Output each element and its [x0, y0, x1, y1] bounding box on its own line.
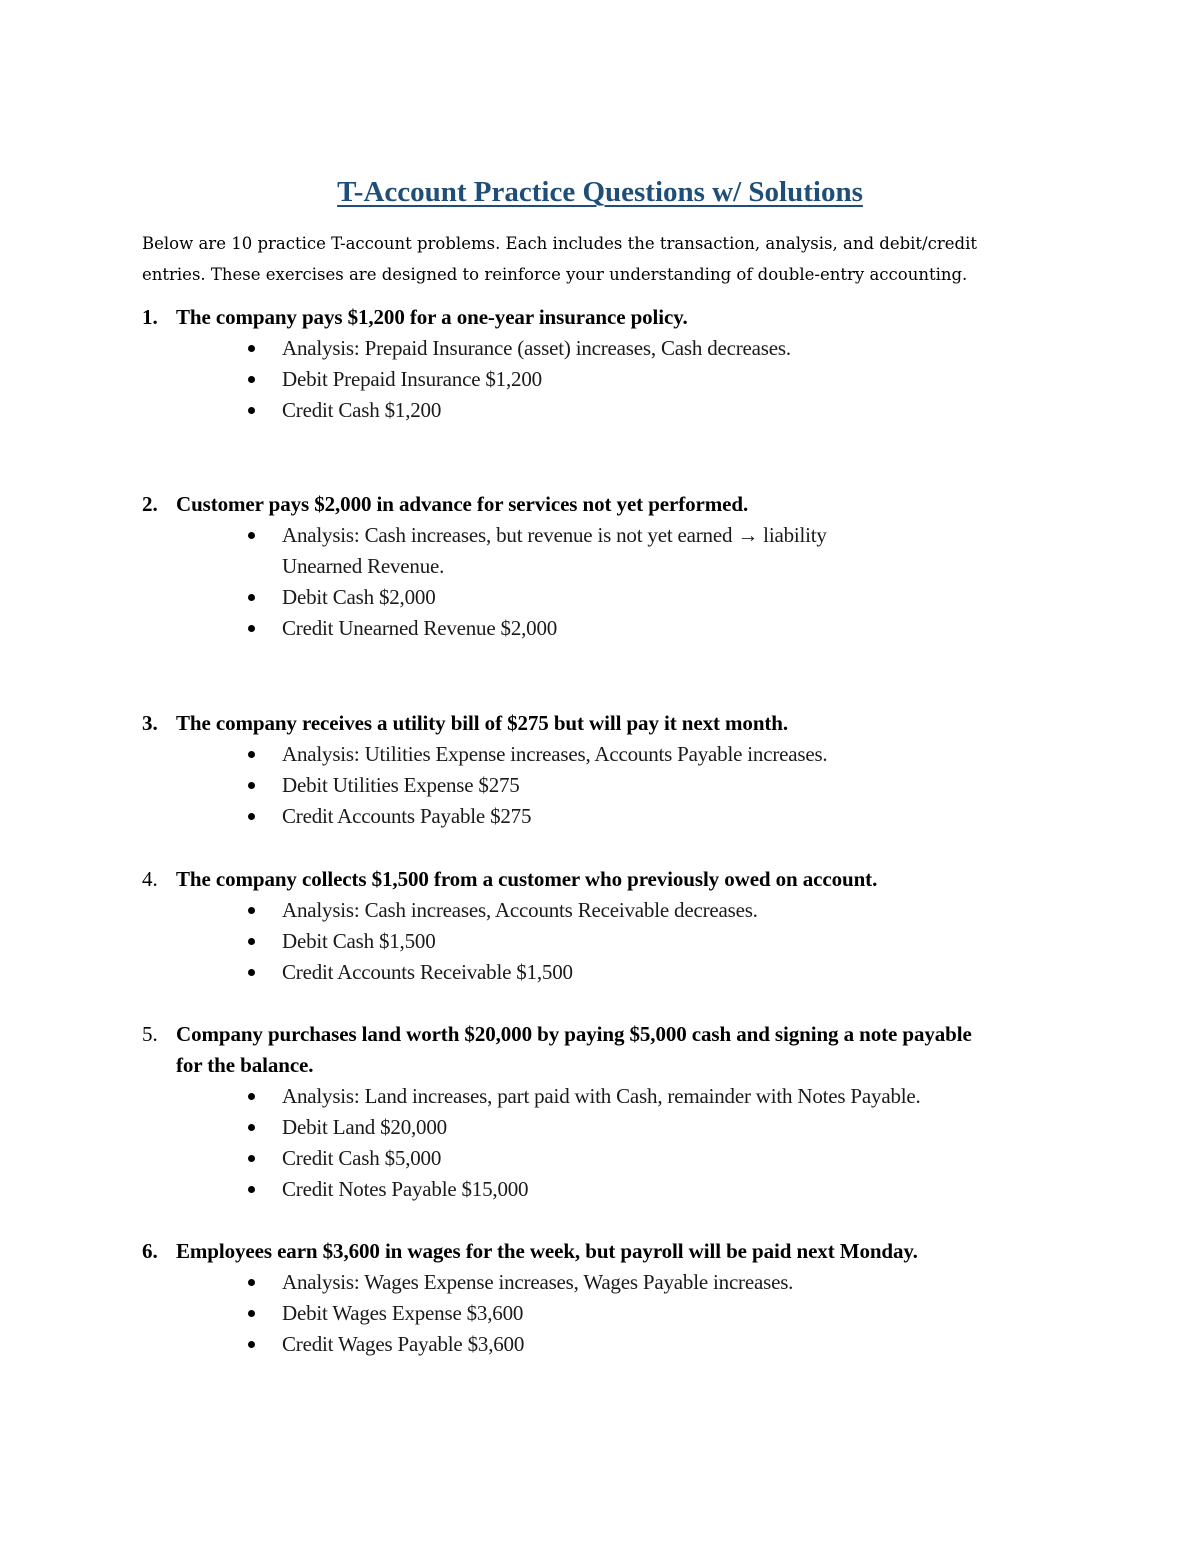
bullet-icon — [248, 1093, 255, 1100]
list-item: Debit Cash $1,500 — [142, 926, 1042, 957]
answer-list — [142, 895, 1042, 988]
bullet-icon — [248, 907, 255, 914]
bullet-icon — [248, 1279, 255, 1286]
bullet-icon — [248, 407, 255, 414]
question-2 — [142, 489, 1042, 644]
list-item: Debit Wages Expense $3,600 — [142, 1298, 1042, 1329]
list-item: Debit Land $20,000 — [142, 1112, 1042, 1143]
answer-list — [142, 520, 1042, 644]
list-item: Analysis: Utilities Expense increases, Accounts Payable increases. — [142, 739, 1042, 770]
question-6 — [142, 1236, 1042, 1360]
question-3 — [142, 708, 1042, 832]
question-number: 5. — [142, 1022, 158, 1046]
list-item: Analysis: Cash increases, Accounts Receivable decreases. — [142, 895, 1042, 926]
list-item: Analysis: Prepaid Insurance (asset) increases, Cash decreases. — [142, 333, 1042, 364]
bullet-icon — [248, 969, 255, 976]
question-text: The company receives a utility bill of $275 but will pay it next month. — [176, 711, 789, 735]
list-item: Analysis: Cash increases, but revenue is not yet earned → liability Unearned Revenue. — [142, 520, 1042, 582]
question-number: 3. — [142, 711, 158, 735]
list-item: Credit Accounts Receivable $1,500 — [142, 957, 1042, 988]
question-text: Employees earn $3,600 in wages for the week, but payroll will be paid next Monday. — [176, 1239, 918, 1263]
question-text: The company collects $1,500 from a customer who previously owed on account. — [176, 867, 878, 891]
answer-list — [142, 1081, 1042, 1205]
question-number: 6. — [142, 1239, 158, 1263]
bullet-icon — [248, 1341, 255, 1348]
bullet-icon — [248, 751, 255, 758]
list-item: Analysis: Wages Expense increases, Wages Payable increases. — [142, 1267, 1042, 1298]
bullet-icon — [248, 376, 255, 383]
answer-list — [142, 739, 1042, 832]
bullet-icon — [248, 1186, 255, 1193]
question-number: 1. — [142, 305, 158, 329]
question-text: The company pays $1,200 for a one-year insurance policy. — [176, 305, 688, 329]
list-item: Analysis: Land increases, part paid with Cash, remainder with Notes Payable. — [142, 1081, 1042, 1112]
question-text: Customer pays $2,000 in advance for services not yet performed. — [176, 492, 749, 516]
list-item: Credit Cash $1,200 — [142, 395, 1042, 426]
list-item: Debit Utilities Expense $275 — [142, 770, 1042, 801]
bullet-icon — [248, 1155, 255, 1162]
list-item: Debit Cash $2,000 — [142, 582, 1042, 613]
list-item: Credit Unearned Revenue $2,000 — [142, 613, 1042, 644]
list-item: Credit Notes Payable $15,000 — [142, 1174, 1042, 1205]
list-item: Credit Cash $5,000 — [142, 1143, 1042, 1174]
intro-paragraph: Below are 10 practice T-account problems. Each includes the transaction, analysis, and debit/credit entries. These exercises are designed to reinforce your understanding of double-entry accounting. — [142, 234, 977, 284]
question-number: 4. — [142, 867, 158, 891]
list-item: Debit Prepaid Insurance $1,200 — [142, 364, 1042, 395]
bullet-icon — [248, 594, 255, 601]
bullet-icon — [248, 1124, 255, 1131]
bullet-icon — [248, 782, 255, 789]
bullet-icon — [248, 625, 255, 632]
question-1 — [142, 302, 1042, 426]
answer-list — [142, 1267, 1042, 1360]
bullet-icon — [248, 938, 255, 945]
question-text: Company purchases land worth $20,000 by paying $5,000 cash and signing a note payable for the balance. — [176, 1022, 972, 1077]
answer-list — [142, 333, 1042, 426]
page-title: T-Account Practice Questions w/ Solutions — [337, 176, 863, 208]
question-5 — [142, 1019, 1042, 1205]
bullet-icon — [248, 345, 255, 352]
list-item: Credit Accounts Payable $275 — [142, 801, 1042, 832]
bullet-icon — [248, 532, 255, 539]
bullet-icon — [248, 813, 255, 820]
bullet-icon — [248, 1310, 255, 1317]
list-item: Credit Wages Payable $3,600 — [142, 1329, 1042, 1360]
question-number: 2. — [142, 492, 158, 516]
question-4 — [142, 864, 1042, 988]
